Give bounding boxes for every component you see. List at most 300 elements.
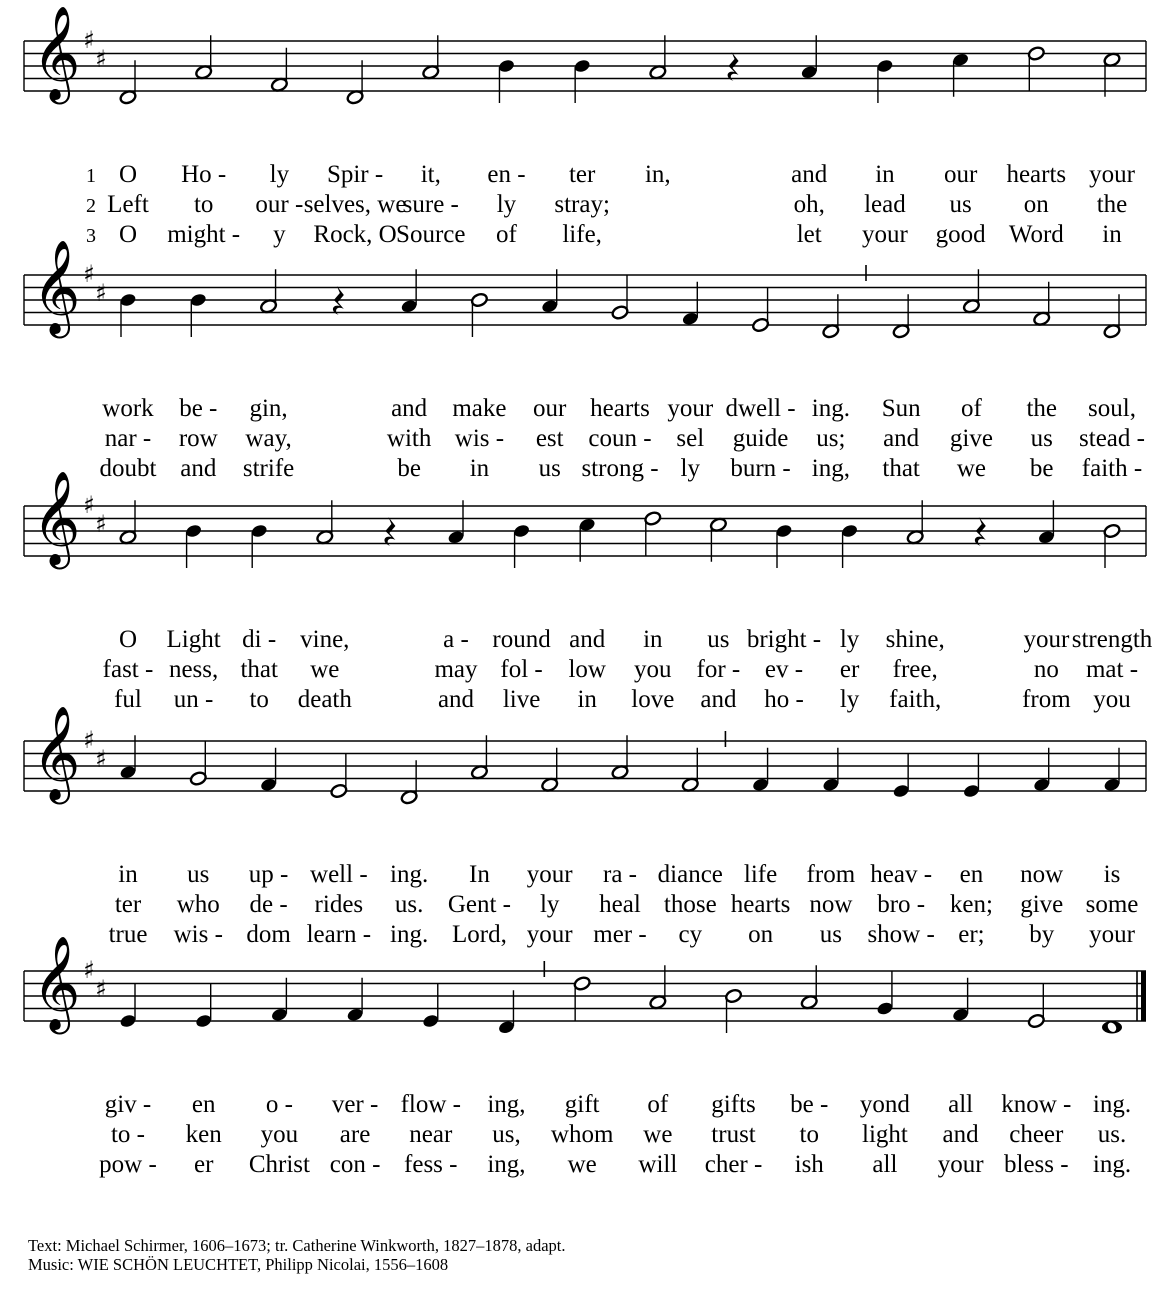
- note: [470, 735, 488, 780]
- lyric-syllable: and: [391, 395, 428, 422]
- lyric-syllable: with: [386, 425, 432, 452]
- staff-system-5: [24, 936, 1146, 1179]
- lyric-syllable: be: [1029, 455, 1054, 482]
- lyric-syllable: learn -: [306, 921, 372, 948]
- treble-clef-icon: 𝄞: [32, 705, 81, 801]
- lyric-syllable: you: [634, 656, 672, 683]
- lyric-syllable: who: [176, 891, 220, 918]
- lyric-syllable: ly: [269, 161, 290, 188]
- lyric-syllable: ing.: [1092, 1151, 1132, 1178]
- lyric-syllable: your: [1089, 161, 1135, 188]
- lyric-syllable: cher -: [704, 1151, 763, 1178]
- lyric-syllable: oh,: [793, 191, 825, 218]
- lyric-syllable: our: [943, 161, 978, 188]
- lyric-syllable: from: [1022, 686, 1071, 713]
- treble-clef-icon: 𝄞: [32, 470, 81, 566]
- note: [470, 292, 488, 337]
- lyric-syllable: wis -: [454, 425, 505, 452]
- lyric-syllable: us: [538, 455, 561, 482]
- lyric-syllable: ness,: [168, 656, 219, 683]
- lyric-syllable: Left: [107, 191, 149, 218]
- lyric-syllable: near: [409, 1121, 453, 1148]
- lyric-syllable: Source: [396, 221, 466, 248]
- lyric-syllable: faith -: [1081, 455, 1143, 482]
- note: [611, 276, 629, 321]
- lyric-syllable: strife: [242, 455, 295, 482]
- lyric-syllable: us: [1030, 425, 1053, 452]
- lyric-syllable: will: [638, 1151, 678, 1178]
- note: [800, 965, 818, 1010]
- lyric-syllable: good: [935, 221, 986, 248]
- lyric-syllable: giv -: [104, 1091, 152, 1118]
- key-sharp-f-icon: ♯: [83, 956, 95, 984]
- lyric-syllable: some: [1085, 891, 1139, 918]
- lyric-syllable: sel: [676, 425, 705, 452]
- note: [316, 500, 334, 545]
- note: [422, 984, 440, 1029]
- lyric-syllable: death: [297, 686, 352, 713]
- lyric-syllable: those: [663, 891, 717, 918]
- note: [195, 984, 213, 1029]
- note: [119, 984, 137, 1029]
- lyric-syllable: ken;: [949, 891, 993, 918]
- note: [775, 523, 793, 568]
- note: [1027, 46, 1045, 91]
- verse-number: 1: [86, 165, 96, 187]
- note: [962, 754, 980, 799]
- note: [822, 748, 840, 793]
- lyric-syllable: un -: [173, 686, 214, 713]
- lyric-syllable: y: [273, 221, 286, 248]
- lyric-syllable: from: [806, 861, 856, 888]
- lyric-syllable: heal: [599, 891, 641, 918]
- lyric-syllable: us.: [394, 891, 424, 918]
- lyric-syllable: Ho -: [181, 161, 227, 188]
- note: [892, 294, 910, 339]
- lyric-syllable: might -: [167, 221, 241, 248]
- note: [611, 735, 629, 780]
- lyric-syllable: In: [469, 861, 490, 888]
- lyric-syllable: er: [193, 1151, 214, 1178]
- note: [952, 52, 970, 97]
- music-credit: Music: WIE SCHÖN LEUCHTET, Philipp Nicolai, 1556–1608: [28, 1255, 449, 1274]
- lyric-syllable: your: [1023, 626, 1070, 653]
- lyric-syllable: Spir -: [326, 161, 384, 188]
- hymn-credits: [28, 1236, 566, 1274]
- key-sharp-f-icon: ♯: [83, 26, 95, 54]
- lyric-syllable: mer -: [593, 921, 647, 948]
- note: [400, 269, 418, 314]
- lyric-syllable: now: [809, 891, 853, 918]
- lyric-syllable: us: [187, 861, 210, 888]
- lyric-syllable: gin,: [249, 395, 288, 422]
- lyric-syllable: your: [526, 921, 573, 948]
- lyric-syllable: est: [535, 425, 564, 452]
- lyric-syllable: us;: [816, 425, 846, 452]
- lyric-syllable: your: [667, 395, 714, 422]
- note: [541, 748, 559, 793]
- lyric-syllable: you: [260, 1121, 299, 1148]
- lyric-syllable: true: [108, 921, 148, 948]
- note: [578, 517, 596, 562]
- lyric-syllable: en: [959, 861, 984, 888]
- lyric-syllable: wis -: [173, 921, 223, 948]
- lyric-syllable: hearts: [1006, 161, 1067, 188]
- note: [1103, 748, 1121, 793]
- note: [119, 60, 137, 105]
- lyric-syllable: doubt: [99, 455, 157, 482]
- lyric-syllable: ing,: [487, 1151, 526, 1178]
- key-sharp-f-icon: ♯: [83, 260, 95, 288]
- lyric-syllable: ra -: [603, 861, 637, 888]
- lyric-syllable: on: [748, 921, 774, 948]
- lyric-syllable: and: [883, 425, 920, 452]
- key-sharp-c-icon: ♯: [95, 974, 107, 1003]
- note: [346, 60, 364, 105]
- lyric-syllable: all: [948, 1091, 974, 1118]
- note: [649, 35, 667, 80]
- lyric-syllable: O: [118, 221, 138, 248]
- lyric-syllable: faith,: [889, 686, 942, 713]
- lyric-syllable: your: [526, 861, 573, 888]
- lyric-syllable: let: [796, 221, 822, 248]
- note: [330, 754, 348, 799]
- lyric-syllable: yond: [859, 1091, 910, 1118]
- lyric-syllable: a -: [443, 626, 469, 653]
- lyric-syllable: your: [937, 1151, 984, 1178]
- lyric-syllable: ing,: [811, 455, 850, 482]
- lyric-syllable: to -: [110, 1121, 146, 1148]
- lyric-syllable: up -: [248, 861, 289, 888]
- lyric-syllable: mat -: [1085, 656, 1139, 683]
- lyric-syllable: by: [1029, 921, 1055, 948]
- lyric-syllable: ly: [680, 455, 701, 482]
- lyric-syllable: work: [102, 395, 154, 422]
- lyric-syllable: way,: [245, 425, 292, 452]
- lyric-syllable: sure -: [402, 191, 459, 218]
- lyric-syllable: O: [118, 161, 138, 188]
- lyric-syllable: us: [819, 921, 842, 948]
- lyric-syllable: er: [839, 656, 860, 683]
- note: [709, 517, 727, 562]
- note: [195, 35, 213, 80]
- note: [270, 48, 288, 93]
- note: [644, 511, 662, 556]
- lyric-syllable: light: [862, 1121, 908, 1148]
- lyric-syllable: live: [502, 686, 541, 713]
- lyric-syllable: no: [1033, 656, 1059, 683]
- lyric-syllable: hearts: [730, 891, 791, 918]
- note: [346, 978, 364, 1023]
- lyric-syllable: ver -: [331, 1091, 379, 1118]
- lyric-syllable: for -: [696, 656, 741, 683]
- note: [962, 269, 980, 314]
- staff-system-1: [24, 6, 1146, 249]
- note: [260, 269, 278, 314]
- key-sharp-c-icon: ♯: [95, 44, 107, 73]
- lyric-syllable: in: [577, 686, 597, 713]
- lyric-syllable: fast -: [102, 656, 154, 683]
- lyric-syllable: bro -: [877, 891, 926, 918]
- lyric-syllable: con -: [329, 1151, 381, 1178]
- lyric-syllable: that: [882, 455, 920, 482]
- lyric-syllable: show -: [867, 921, 935, 948]
- lyric-syllable: O: [118, 626, 138, 653]
- note: [800, 35, 818, 80]
- lyric-syllable: life: [743, 861, 778, 888]
- lyric-syllable: Lord,: [451, 921, 507, 948]
- note: [1033, 748, 1051, 793]
- lyric-syllable: ly: [496, 191, 517, 218]
- lyric-syllable: fol -: [500, 656, 543, 683]
- lyric-syllable: bright -: [746, 626, 822, 653]
- note: [1102, 1021, 1122, 1034]
- lyric-syllable: soul,: [1088, 395, 1136, 422]
- lyric-syllable: ful: [114, 686, 142, 713]
- lyric-syllable: vine,: [300, 626, 350, 653]
- lyric-syllable: our: [533, 395, 567, 422]
- note: [876, 58, 894, 103]
- lyric-syllable: to: [193, 191, 214, 218]
- lyric-syllable: bless -: [1004, 1151, 1069, 1178]
- note: [422, 35, 440, 80]
- lyric-syllable: us: [949, 191, 972, 218]
- staff-system-2: [24, 240, 1146, 483]
- lyric-syllable: in: [118, 861, 138, 888]
- lyric-syllable: flow -: [400, 1091, 461, 1118]
- lyric-syllable: de -: [249, 891, 288, 918]
- note: [724, 988, 742, 1033]
- text-credit: Text: Michael Schirmer, 1606–1673; tr. Catherine Winkworth, 1827–1878, adapt.: [28, 1236, 566, 1255]
- note: [1103, 294, 1121, 339]
- lyric-syllable: row: [178, 425, 218, 452]
- lyric-syllable: cheer: [1009, 1121, 1064, 1148]
- lyric-syllable: and: [569, 626, 606, 653]
- lyric-syllable: Light: [166, 626, 221, 653]
- lyric-syllable: ev -: [764, 656, 804, 683]
- note: [1103, 523, 1121, 568]
- lyric-syllable: ing.: [390, 861, 429, 888]
- lyric-syllable: dom: [246, 921, 291, 948]
- lyric-syllable: selves, we: [303, 191, 407, 218]
- lyric-syllable: to: [249, 686, 269, 713]
- lyric-syllable: ter: [114, 891, 142, 918]
- lyric-syllable: we: [567, 1151, 597, 1178]
- lyric-syllable: in: [875, 161, 895, 188]
- lyric-syllable: trust: [711, 1121, 756, 1148]
- lyric-syllable: nar -: [104, 425, 152, 452]
- note: [752, 748, 770, 793]
- note: [1103, 52, 1121, 97]
- verse-number: 3: [86, 225, 96, 247]
- note: [513, 523, 531, 568]
- staff-system-3: [24, 471, 1153, 714]
- lyric-syllable: to: [799, 1121, 819, 1148]
- lyric-syllable: di -: [242, 626, 277, 653]
- final-thick-barline: [1141, 971, 1146, 1021]
- note: [447, 500, 465, 545]
- lyric-syllable: er;: [958, 921, 985, 948]
- lyric-syllable: the: [1096, 191, 1128, 218]
- lyric-syllable: lead: [864, 191, 906, 218]
- note: [497, 990, 515, 1035]
- lyric-syllable: in,: [644, 161, 671, 188]
- lyric-syllable: and: [437, 686, 475, 713]
- lyric-syllable: us.: [1097, 1121, 1127, 1148]
- lyric-syllable: Sun: [881, 395, 921, 422]
- lyric-syllable: ing.: [390, 921, 429, 948]
- lyric-syllable: whom: [550, 1121, 614, 1148]
- lyric-syllable: low: [568, 656, 606, 683]
- lyric-syllable: your: [1089, 921, 1135, 948]
- lyric-syllable: and: [700, 686, 737, 713]
- lyric-syllable: rides: [314, 891, 364, 918]
- note: [892, 754, 910, 799]
- lyric-syllable: be -: [790, 1091, 829, 1118]
- note: [400, 760, 418, 805]
- lyric-syllable: pow -: [99, 1151, 157, 1178]
- lyric-syllable: gift: [564, 1091, 600, 1118]
- lyric-syllable: of: [961, 395, 982, 422]
- note: [119, 735, 137, 780]
- lyric-syllable: diance: [657, 861, 723, 888]
- lyric-syllable: and: [942, 1121, 979, 1148]
- lyric-syllable: Rock, O: [313, 221, 397, 248]
- lyric-syllable: in: [643, 626, 663, 653]
- note: [270, 978, 288, 1023]
- lyric-syllable: we: [310, 656, 340, 683]
- key-sharp-c-icon: ♯: [95, 278, 107, 307]
- lyric-syllable: and: [180, 455, 217, 482]
- lyric-syllable: life,: [562, 221, 602, 248]
- lyric-syllable: ing.: [811, 395, 850, 422]
- note: [541, 269, 559, 314]
- note: [189, 742, 207, 787]
- note: [681, 282, 699, 327]
- lyric-syllable: be -: [179, 395, 218, 422]
- verse-number: 2: [86, 195, 96, 217]
- lyric-syllable: be: [397, 455, 421, 482]
- lyric-syllable: ho -: [764, 686, 804, 713]
- lyric-syllable: that: [240, 656, 278, 683]
- lyric-syllable: ish: [794, 1151, 824, 1178]
- lyric-syllable: ly: [539, 891, 560, 918]
- lyric-syllable: love: [631, 686, 675, 713]
- lyric-syllable: guide: [732, 425, 789, 452]
- lyric-syllable: ter: [568, 161, 596, 188]
- lyric-syllable: shine,: [885, 626, 945, 653]
- lyric-syllable: stead -: [1079, 425, 1145, 452]
- lyric-syllable: heav -: [870, 861, 933, 888]
- lyric-syllable: gifts: [711, 1091, 756, 1118]
- lyric-syllable: ly: [839, 686, 860, 713]
- lyric-syllable: on: [1023, 191, 1049, 218]
- lyric-syllable: make: [452, 395, 507, 422]
- note: [681, 748, 699, 793]
- lyric-syllable: all: [872, 1151, 898, 1178]
- note: [822, 294, 840, 339]
- note: [1027, 984, 1045, 1029]
- lyric-syllable: coun -: [588, 425, 652, 452]
- staff-system-4: [24, 706, 1146, 949]
- lyric-syllable: free,: [892, 656, 938, 683]
- lyric-syllable: ing.: [1092, 1091, 1132, 1118]
- note: [649, 965, 667, 1010]
- note: [952, 978, 970, 1023]
- key-sharp-c-icon: ♯: [95, 509, 107, 538]
- note: [1033, 282, 1051, 327]
- lyric-syllable: we: [956, 455, 987, 482]
- note: [752, 288, 770, 333]
- lyric-syllable: we: [643, 1121, 673, 1148]
- lyric-syllable: well -: [310, 861, 368, 888]
- lyric-syllable: round: [492, 626, 551, 653]
- lyric-syllable: ly: [839, 626, 860, 653]
- treble-clef-icon: 𝄞: [32, 5, 81, 101]
- lyric-syllable: ken: [185, 1121, 222, 1148]
- note: [119, 292, 137, 337]
- lyric-syllable: Gent -: [447, 891, 512, 918]
- lyric-syllable: are: [339, 1121, 371, 1148]
- note: [573, 976, 591, 1021]
- key-sharp-c-icon: ♯: [95, 744, 107, 773]
- note: [260, 748, 278, 793]
- note: [841, 523, 859, 568]
- key-sharp-f-icon: ♯: [83, 726, 95, 754]
- lyric-syllable: know -: [1001, 1091, 1072, 1118]
- lyric-syllable: burn -: [730, 455, 791, 482]
- lyric-syllable: us,: [492, 1121, 521, 1148]
- lyric-syllable: the: [1026, 395, 1057, 422]
- lyric-syllable: en -: [487, 161, 526, 188]
- lyric-syllable: strength: [1071, 626, 1153, 653]
- lyric-syllable: stray;: [554, 191, 610, 218]
- lyric-syllable: is: [1103, 861, 1121, 888]
- note: [573, 58, 591, 103]
- note: [185, 523, 203, 568]
- note: [497, 58, 515, 103]
- lyric-syllable: and: [791, 161, 828, 188]
- lyric-syllable: in: [1102, 221, 1122, 248]
- lyric-syllable: hearts: [590, 395, 650, 422]
- lyric-syllable: en: [191, 1091, 216, 1118]
- lyric-syllable: may: [434, 656, 478, 683]
- lyric-syllable: you: [1093, 686, 1131, 713]
- note: [906, 500, 924, 545]
- lyric-syllable: give: [1020, 891, 1064, 918]
- lyric-syllable: strong -: [581, 455, 659, 482]
- lyric-syllable: Christ: [248, 1151, 310, 1178]
- lyric-syllable: dwell -: [725, 395, 796, 422]
- lyric-syllable: of: [647, 1091, 669, 1118]
- note: [876, 972, 894, 1017]
- lyric-syllable: your: [862, 221, 908, 248]
- lyric-syllable: ing,: [487, 1091, 526, 1118]
- lyric-syllable: fess -: [404, 1151, 458, 1178]
- note: [250, 523, 268, 568]
- lyric-syllable: cy: [678, 921, 703, 948]
- treble-clef-icon: 𝄞: [32, 935, 81, 1031]
- key-sharp-f-icon: ♯: [83, 491, 95, 519]
- lyric-syllable: of: [496, 221, 517, 248]
- lyric-syllable: o -: [265, 1091, 293, 1118]
- lyric-syllable: our -: [255, 191, 304, 218]
- note: [189, 292, 207, 337]
- note: [1037, 500, 1055, 545]
- lyric-syllable: now: [1020, 861, 1064, 888]
- treble-clef-icon: 𝄞: [32, 239, 81, 335]
- lyric-syllable: give: [949, 425, 993, 452]
